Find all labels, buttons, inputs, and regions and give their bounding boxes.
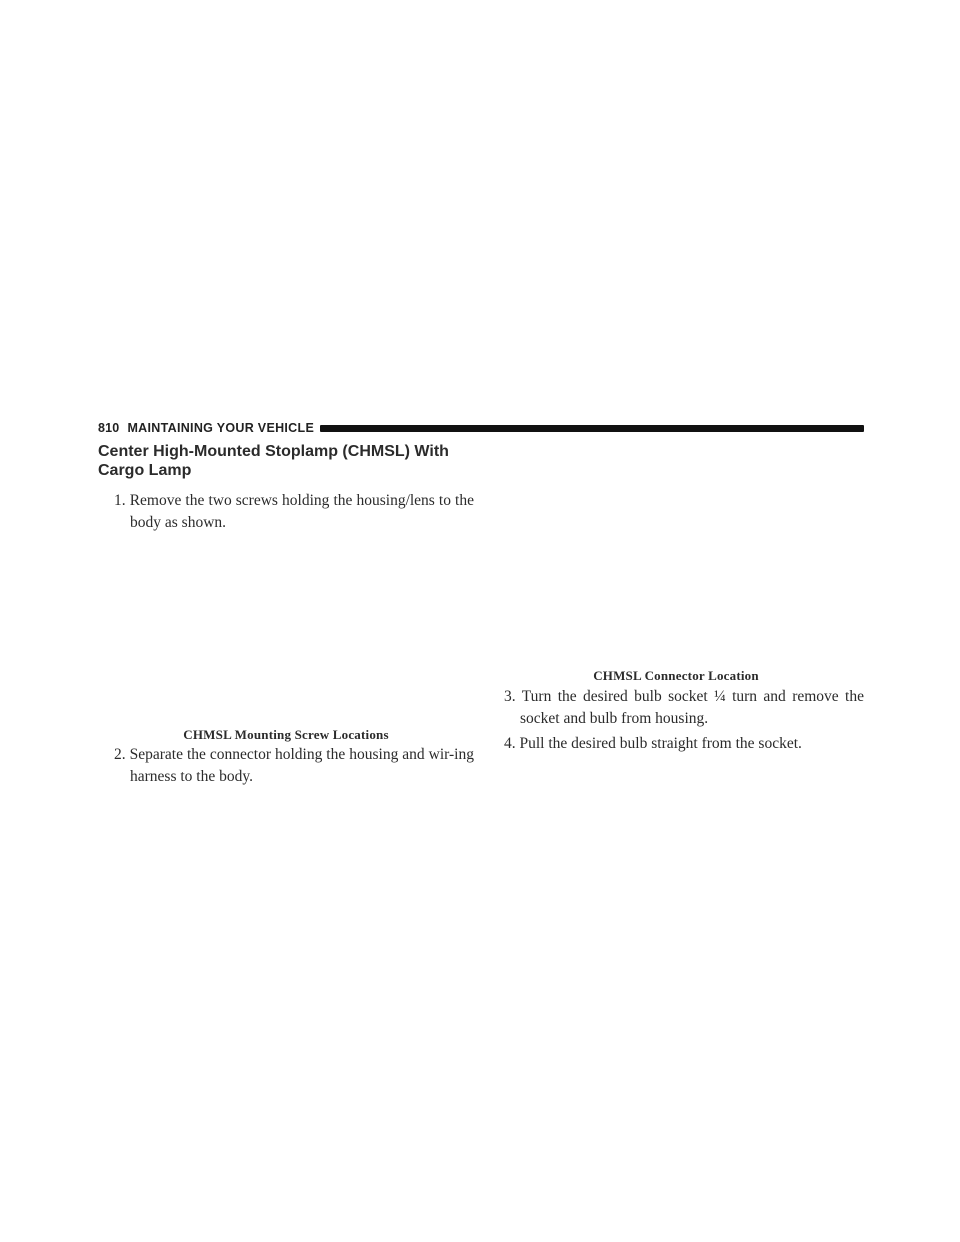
page-header bbox=[98, 420, 864, 436]
figure-connector bbox=[488, 445, 864, 660]
step-4-number: 4. bbox=[504, 735, 520, 752]
step-2 bbox=[98, 744, 474, 788]
step-1-text: Remove the two screws holding the housing/lens to the body as shown. bbox=[129, 492, 474, 531]
step-2-text: Separate the connector holding the housing and wir-ing harness to the body. bbox=[129, 746, 474, 785]
step-4 bbox=[488, 733, 864, 755]
page-title: Center High-Mounted Stoplamp (CHMSL) With Cargo Lamp bbox=[98, 443, 449, 479]
figure-mounting-screws bbox=[98, 540, 474, 720]
step-3-text: Turn the desired bulb socket ¼ turn and remove the socket and bulb from housing. bbox=[520, 688, 864, 727]
figure-2-caption: CHMSL Connector Location bbox=[593, 668, 759, 683]
step-1-number: 1. bbox=[114, 492, 130, 509]
step-4-text: Pull the desired bulb straight from the socket. bbox=[519, 735, 802, 752]
section-title: MAINTAINING YOUR VEHICLE bbox=[127, 421, 315, 435]
header-rule bbox=[320, 425, 864, 432]
step-1 bbox=[98, 490, 474, 534]
step-3-number: 3. bbox=[504, 688, 522, 705]
figure-1-caption: CHMSL Mounting Screw Locations bbox=[183, 727, 389, 742]
step-3 bbox=[488, 686, 864, 730]
step-2-number: 2. bbox=[114, 746, 130, 763]
page-number: 810 bbox=[98, 421, 120, 435]
